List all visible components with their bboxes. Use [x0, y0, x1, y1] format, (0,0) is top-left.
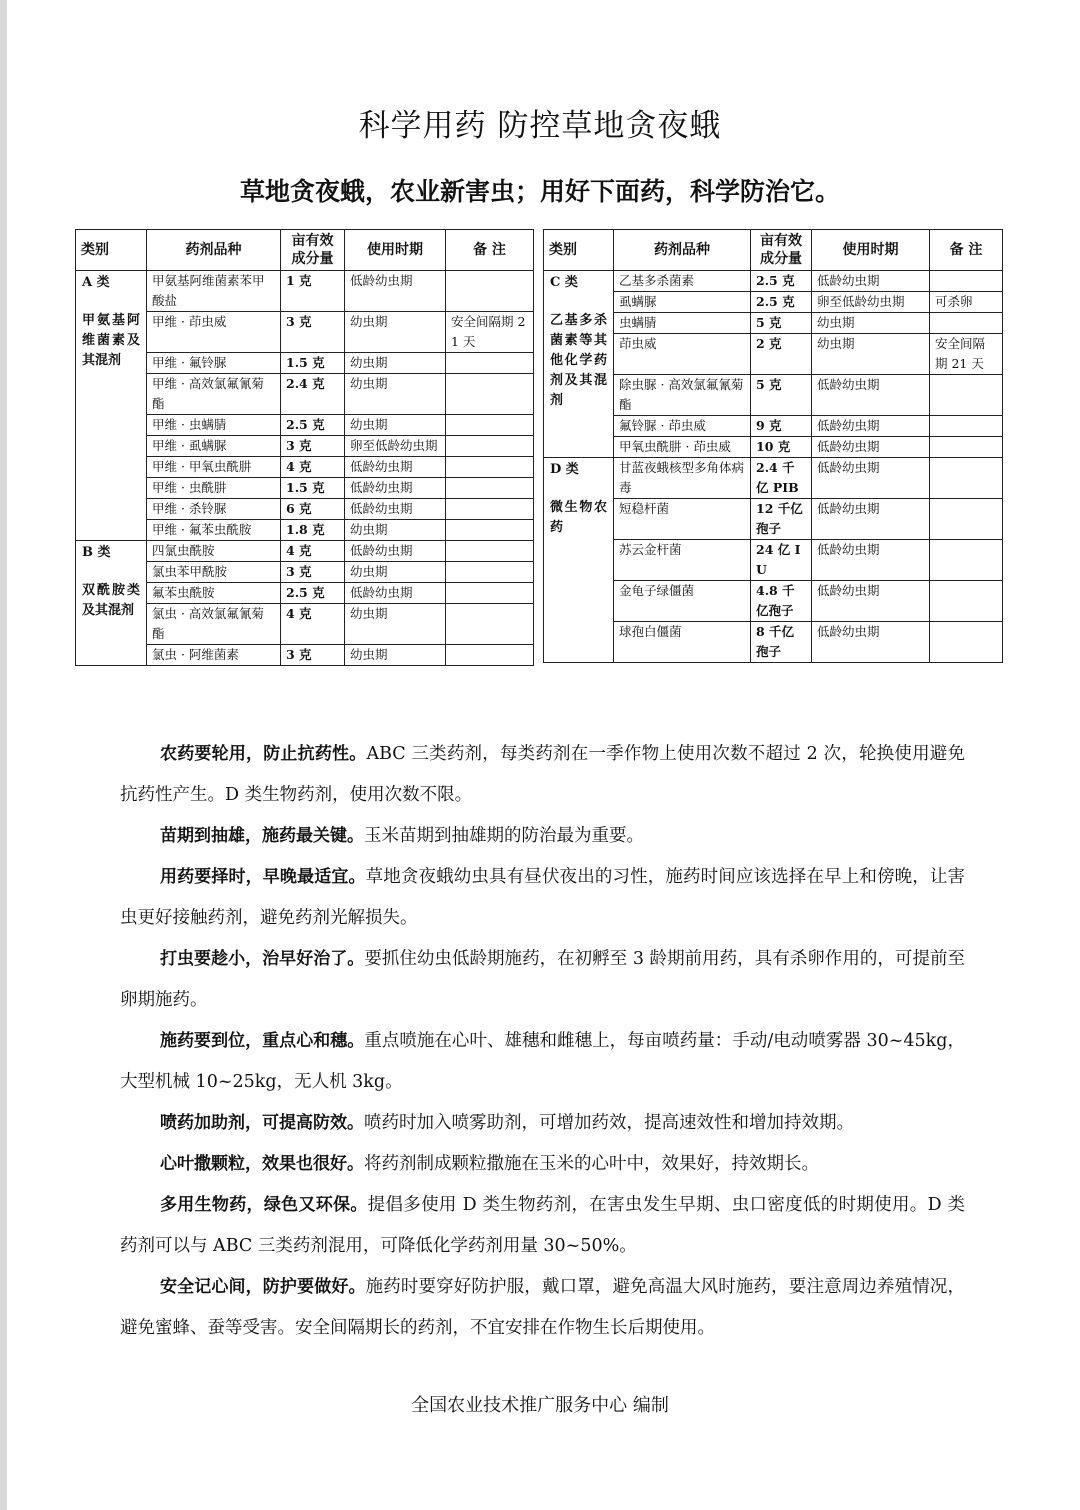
advice-paragraph	[120, 816, 965, 857]
advice-body: 喷药时加入喷雾助剂，可增加药效，提高速效性和增加持效期。	[364, 1113, 854, 1133]
dose-cell: 4 克	[281, 541, 345, 562]
advice-body: 草地贪夜蛾幼虫具有昼伏夜出的习性，施药时间应该选择在早上和傍晚，让害虫更好接触药剂，避免药剂光解损失。	[120, 867, 966, 928]
advice-lead: 安全记心间，防护要做好。	[160, 1277, 366, 1297]
header-dose: 亩有效成分量	[281, 230, 345, 271]
dose-cell: 3 克	[281, 562, 345, 583]
dose-cell: 4 克	[281, 604, 345, 645]
category-name: 乙基多杀菌素等其他化学药剂及其混剂	[550, 313, 607, 408]
advice-paragraph	[120, 857, 965, 939]
usage-period-cell: 低龄幼虫期	[345, 457, 446, 478]
note-cell	[930, 375, 1003, 416]
category-code: D 类	[550, 462, 579, 477]
usage-period-cell: 低龄幼虫期	[812, 375, 930, 416]
usage-period-cell: 幼虫期	[345, 562, 446, 583]
drug-variety-cell: 甲维 · 杀铃脲	[147, 499, 281, 520]
drug-variety-cell: 氟铃脲 · 茚虫威	[614, 416, 751, 437]
drug-variety-cell: 甘蓝夜蛾核型多角体病毒	[614, 458, 751, 499]
category-code: B 类	[82, 545, 111, 560]
category-name: 双酰胺类及其混剂	[82, 583, 140, 618]
drug-variety-cell: 氟苯虫酰胺	[147, 583, 281, 604]
advice-lead: 苗期到抽雄，施药最关键。	[160, 826, 364, 846]
category-cell	[544, 458, 614, 663]
drug-variety-cell: 甲维 · 高效氯氟氰菊酯	[147, 374, 281, 415]
note-cell: 可杀卵	[930, 292, 1003, 313]
drug-variety-cell: 氯虫 · 阿维菌素	[147, 645, 281, 666]
drug-variety-cell: 虱螨脲	[614, 292, 751, 313]
header-category: 类别	[76, 230, 147, 271]
usage-period-cell: 低龄幼虫期	[345, 271, 446, 312]
drug-variety-cell: 甲维 · 甲氧虫酰肼	[147, 457, 281, 478]
drug-variety-cell: 短稳杆菌	[614, 499, 751, 540]
drug-variety-cell: 甲维 · 虫螨腈	[147, 415, 281, 436]
drug-variety-cell: 四氯虫酰胺	[147, 541, 281, 562]
header-dose: 亩有效成分量	[751, 230, 812, 271]
note-cell	[446, 541, 534, 562]
dose-cell: 24 亿 IU	[751, 540, 812, 581]
note-cell	[930, 313, 1003, 334]
dose-cell: 4.8 千亿孢子	[751, 581, 812, 622]
note-cell	[446, 604, 534, 645]
table-row	[76, 541, 534, 562]
note-cell	[446, 499, 534, 520]
category-name: 微生物农药	[550, 500, 607, 535]
header-period: 使用时期	[812, 230, 930, 271]
dose-cell: 2.4 克	[281, 374, 345, 415]
usage-period-cell: 低龄幼虫期	[345, 499, 446, 520]
category-cell	[76, 271, 147, 541]
usage-period-cell: 低龄幼虫期	[345, 541, 446, 562]
usage-period-cell: 低龄幼虫期	[812, 540, 930, 581]
usage-period-cell: 低龄幼虫期	[345, 583, 446, 604]
note-cell	[930, 581, 1003, 622]
left-drug-table	[75, 229, 534, 666]
usage-period-cell: 幼虫期	[345, 604, 446, 645]
right-drug-table	[543, 229, 1003, 663]
category-code: A 类	[82, 275, 110, 290]
usage-period-cell: 低龄幼虫期	[812, 271, 930, 292]
advice-paragraph	[120, 734, 965, 816]
advice-paragraph	[120, 1021, 965, 1103]
table-header-row	[544, 230, 1003, 271]
table-row	[544, 271, 1003, 292]
table-row	[544, 458, 1003, 499]
note-cell	[930, 458, 1003, 499]
dose-cell: 9 克	[751, 416, 812, 437]
usage-period-cell: 卵至低龄幼虫期	[812, 292, 930, 313]
drug-variety-cell: 甲维 · 虱螨脲	[147, 436, 281, 457]
drug-variety-cell: 茚虫威	[614, 334, 751, 375]
note-cell	[446, 374, 534, 415]
note-cell	[930, 416, 1003, 437]
note-cell	[930, 499, 1003, 540]
advice-lead: 心叶撒颗粒，效果也很好。	[160, 1154, 364, 1174]
usage-period-cell: 低龄幼虫期	[812, 437, 930, 458]
usage-period-cell: 幼虫期	[345, 353, 446, 374]
drug-variety-cell: 甲维 · 虫酰肼	[147, 478, 281, 499]
publisher-credit: 全国农业技术推广服务中心 编制	[411, 1395, 669, 1416]
dose-cell: 3 克	[281, 436, 345, 457]
note-cell: 安全间隔期 21 天	[446, 312, 534, 353]
header-category: 类别	[544, 230, 614, 271]
header-period: 使用时期	[345, 230, 446, 271]
header-variety: 药剂品种	[614, 230, 751, 271]
category-cell	[544, 271, 614, 458]
drug-variety-cell: 金龟子绿僵菌	[614, 581, 751, 622]
usage-period-cell: 幼虫期	[345, 645, 446, 666]
drug-variety-cell: 氯虫苯甲酰胺	[147, 562, 281, 583]
dose-cell: 3 克	[281, 645, 345, 666]
header-note: 备 注	[930, 230, 1003, 271]
usage-period-cell: 幼虫期	[345, 312, 446, 353]
dose-cell: 12 千亿孢子	[751, 499, 812, 540]
note-cell	[446, 353, 534, 374]
dose-cell: 1.8 克	[281, 520, 345, 541]
drug-variety-cell: 球孢白僵菌	[614, 622, 751, 663]
note-cell	[446, 436, 534, 457]
drug-variety-cell: 虫螨腈	[614, 313, 751, 334]
advice-body: 施药时要穿好防护服，戴口罩，避免高温大风时施药，要注意周边养殖情况，避免蜜蜂、蚕等受害。安全间隔期长的药剂，不宜安排在作物生长后期使用。	[120, 1277, 966, 1338]
drug-variety-cell: 甲维 · 氟铃脲	[147, 353, 281, 374]
usage-period-cell: 低龄幼虫期	[812, 499, 930, 540]
note-cell	[446, 562, 534, 583]
note-cell	[930, 540, 1003, 581]
table-row	[76, 271, 534, 312]
dose-cell: 2.4 千亿 PIB	[751, 458, 812, 499]
note-cell	[446, 271, 534, 312]
advice-paragraph	[120, 1267, 965, 1349]
dose-cell: 2.5 克	[281, 583, 345, 604]
note-cell	[930, 622, 1003, 663]
drug-variety-cell: 甲氧虫酰肼 · 茚虫威	[614, 437, 751, 458]
note-cell	[930, 437, 1003, 458]
page-title: 科学用药 防控草地贪夜蛾	[358, 108, 722, 144]
dose-cell: 8 千亿孢子	[751, 622, 812, 663]
header-variety: 药剂品种	[147, 230, 281, 271]
advice-body: ABC 三类药剂，每类药剂在一季作物上使用次数不超过 2 次，轮换使用避免抗药性产生。D 类生物药剂，使用次数不限。	[120, 744, 965, 805]
advice-paragraph	[120, 1185, 965, 1267]
advice-lead: 喷药加助剂，可提高防效。	[160, 1113, 364, 1133]
dose-cell: 5 克	[751, 375, 812, 416]
header-note: 备 注	[446, 230, 534, 271]
page-edge-shadow	[0, 0, 7, 1510]
advice-lead: 农药要轮用，防止抗药性。	[160, 744, 367, 764]
drug-variety-cell: 除虫脲 · 高效氯氟氰菊酯	[614, 375, 751, 416]
note-cell	[446, 583, 534, 604]
category-name: 甲氨基阿维菌素及其混剂	[82, 313, 140, 368]
advice-body: 玉米苗期到抽雄期的防治最为重要。	[364, 826, 644, 846]
usage-period-cell: 幼虫期	[345, 415, 446, 436]
note-cell	[930, 271, 1003, 292]
usage-period-cell: 低龄幼虫期	[812, 458, 930, 499]
usage-period-cell: 幼虫期	[345, 520, 446, 541]
dose-cell: 2.5 克	[751, 292, 812, 313]
usage-period-cell: 幼虫期	[812, 313, 930, 334]
advice-lead: 用药要择时，早晚最适宜。	[160, 867, 366, 887]
dose-cell: 3 克	[281, 312, 345, 353]
advice-body: 要抓住幼虫低龄期施药，在初孵至 3 龄期前用药，具有杀卵作用的，可提前至卵期施药。	[120, 949, 965, 1010]
drug-variety-cell: 氯虫 · 高效氯氟氰菊酯	[147, 604, 281, 645]
usage-period-cell: 卵至低龄幼虫期	[345, 436, 446, 457]
dose-cell: 1.5 克	[281, 353, 345, 374]
dose-cell: 2.5 克	[281, 415, 345, 436]
note-cell	[446, 478, 534, 499]
advice-text	[120, 734, 965, 1349]
advice-paragraph	[120, 1144, 965, 1185]
advice-body: 提倡多使用 D 类生物药剂，在害虫发生早期、虫口密度低的时期使用。D 类药剂可以与 ABC 三类药剂混用，可降低化学药剂用量 30~50%。	[120, 1195, 966, 1256]
advice-lead: 施药要到位，重点心和穗。	[160, 1031, 365, 1051]
page-subtitle: 草地贪夜蛾，农业新害虫；用好下面药，科学防治它。	[239, 177, 840, 206]
usage-period-cell: 幼虫期	[812, 334, 930, 375]
note-cell	[446, 415, 534, 436]
usage-period-cell: 低龄幼虫期	[345, 478, 446, 499]
note-cell	[446, 457, 534, 478]
usage-period-cell: 低龄幼虫期	[812, 622, 930, 663]
usage-period-cell: 低龄幼虫期	[812, 581, 930, 622]
drug-variety-cell: 苏云金杆菌	[614, 540, 751, 581]
dose-cell: 6 克	[281, 499, 345, 520]
drug-variety-cell: 乙基多杀菌素	[614, 271, 751, 292]
advice-paragraph	[120, 1103, 965, 1144]
note-cell	[446, 645, 534, 666]
drug-variety-cell: 甲维 · 氟苯虫酰胺	[147, 520, 281, 541]
usage-period-cell: 低龄幼虫期	[812, 416, 930, 437]
drug-variety-cell: 甲氨基阿维菌素苯甲酸盐	[147, 271, 281, 312]
advice-paragraph	[120, 939, 965, 1021]
dose-cell: 4 克	[281, 457, 345, 478]
note-cell: 安全间隔期 21 天	[930, 334, 1003, 375]
advice-lead: 多用生物药，绿色又环保。	[160, 1195, 368, 1215]
category-cell	[76, 541, 147, 666]
dose-cell: 5 克	[751, 313, 812, 334]
dose-cell: 1 克	[281, 271, 345, 312]
table-header-row	[76, 230, 534, 271]
usage-period-cell: 幼虫期	[345, 374, 446, 415]
note-cell	[446, 520, 534, 541]
advice-body: 重点喷施在心叶、雄穗和雌穗上，每亩喷药量：手动/电动喷雾器 30~45kg，大型机械 10~25kg，无人机 3kg。	[120, 1031, 966, 1092]
category-code: C 类	[550, 275, 578, 290]
drug-variety-cell: 甲维 · 茚虫威	[147, 312, 281, 353]
dose-cell: 1.5 克	[281, 478, 345, 499]
dose-cell: 2 克	[751, 334, 812, 375]
advice-lead: 打虫要趁小，治早好治了。	[160, 949, 365, 969]
dose-cell: 10 克	[751, 437, 812, 458]
dose-cell: 2.5 克	[751, 271, 812, 292]
advice-body: 将药剂制成颗粒撒施在玉米的心叶中，效果好，持效期长。	[364, 1154, 819, 1174]
